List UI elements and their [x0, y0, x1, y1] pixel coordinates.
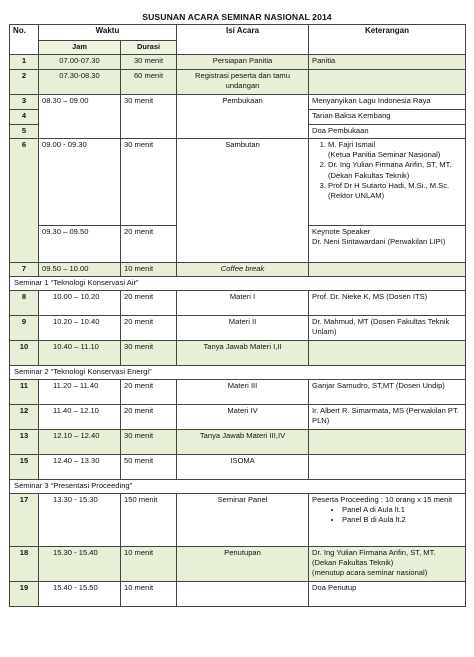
table-row	[10, 291, 466, 316]
row-ket	[309, 226, 466, 263]
table-row	[10, 341, 466, 366]
row-durasi: 10 menit	[121, 263, 177, 277]
row-ket	[309, 139, 466, 226]
row-isi: Tanya Jawab Materi III,IV	[177, 430, 309, 455]
table-row	[10, 380, 466, 405]
row-durasi: 30 menit	[121, 139, 177, 226]
row-durasi: 50 menit	[121, 455, 177, 480]
row-jam: 11.20 – 11.40	[39, 380, 121, 405]
row-isi: Sambutan	[177, 139, 309, 263]
speaker-role: (Dekan Fakultas Teknik)	[328, 170, 410, 180]
row-ket	[309, 455, 466, 480]
row-no: 10	[10, 341, 39, 366]
row-jam: 09.00 - 09.30	[39, 139, 121, 226]
table-row	[10, 547, 466, 582]
row-no: 13	[10, 430, 39, 455]
row-durasi: 30 menit	[121, 55, 177, 70]
row-isi	[177, 582, 309, 607]
row-isi: Registrasi peserta dan tamu undangan	[177, 70, 309, 95]
row-isi: Seminar Panel	[177, 494, 309, 547]
row-durasi: 60 menit	[121, 70, 177, 95]
list-item: • Panel A di Aula lt.1	[342, 505, 462, 515]
speaker-name: Prof Dr H Sutarto Hadi, M.Si., M.Sc. (Rektor UNLAM)	[328, 180, 450, 201]
page-title: SUSUNAN ACARA SEMINAR NASIONAL 2014	[142, 12, 332, 22]
header-jam: Jam	[39, 41, 121, 55]
row-isi: Penutupan	[177, 547, 309, 582]
section-row	[10, 480, 466, 494]
header-ket: Keterangan	[309, 25, 466, 55]
row-no: 12	[10, 405, 39, 430]
row-ket: Panitia	[309, 55, 466, 70]
closing-speaker: Dr. Ing Yulian Firmana Arifin, ST, MT. (Dekan Fakultas Teknik)	[312, 548, 436, 568]
row-ket: Ir. Albert R. Simarmata, MS (Perwakilan PT. PLN)	[309, 405, 466, 430]
row-durasi: 20 menit	[121, 405, 177, 430]
row-no: 7	[10, 263, 39, 277]
row-isi: Materi II	[177, 316, 309, 341]
row-isi: Tanya Jawab Materi I,II	[177, 341, 309, 366]
list-item: • Panel B di Aula lt.2	[342, 515, 462, 525]
row-durasi: 30 menit	[121, 341, 177, 366]
section-row	[10, 366, 466, 380]
row-no: 2	[10, 70, 39, 95]
table-row	[10, 405, 466, 430]
row-jam: 10.00 – 10.20	[39, 291, 121, 316]
table-row	[10, 70, 466, 95]
row-isi: Pembukaan	[177, 95, 309, 139]
table-row	[10, 316, 466, 341]
row-no: 11	[10, 380, 39, 405]
row-jam: 09.30 – 09.50	[39, 226, 121, 263]
row-ket	[309, 263, 466, 277]
row-no: 17	[10, 494, 39, 547]
row-isi: Persiapan Panitia	[177, 55, 309, 70]
row-isi: Coffee break	[177, 263, 309, 277]
row-jam: 08.30 – 09.00	[39, 95, 121, 139]
row-isi: Materi I	[177, 291, 309, 316]
row-ket	[309, 547, 466, 582]
row-jam: 07.30-08.30	[39, 70, 121, 95]
row-ket: Ganjar Samudro, ST,MT (Dosen Undip)	[309, 380, 466, 405]
row-ket	[309, 341, 466, 366]
row-ket: Prof. Dr. Nieke K, MS (Dosen ITS)	[309, 291, 466, 316]
row-durasi: 30 menit	[121, 95, 177, 139]
row-no: 6	[10, 139, 39, 263]
row-ket: Menyanyikan Lagu Indonesia Raya	[309, 95, 466, 110]
header-no: No.	[10, 25, 39, 55]
row-ket	[309, 430, 466, 455]
header-row	[10, 25, 466, 41]
row-jam: 13.30 - 15.30	[39, 494, 121, 547]
panel-description: Peserta Proceeding : 10 orang x 15 menit	[312, 495, 453, 504]
section-title: Seminar 1 “Teknologi Konservasi Air”	[10, 277, 466, 291]
row-jam: 12.40 – 13.30	[39, 455, 121, 480]
row-jam: 10.40 – 11.10	[39, 341, 121, 366]
row-jam: 15.30 - 15.40	[39, 547, 121, 582]
row-jam: 11.40 – 12.10	[39, 405, 121, 430]
section-title: Seminar 2 “Teknologi Konservasi Energi”	[10, 366, 466, 380]
row-no: 18	[10, 547, 39, 582]
row-no: 4	[10, 110, 39, 125]
row-durasi: 20 menit	[121, 316, 177, 341]
table-row	[10, 95, 466, 110]
panel-list	[312, 505, 462, 525]
list-item	[328, 160, 462, 180]
row-no: 9	[10, 316, 39, 341]
row-durasi: 20 menit	[121, 291, 177, 316]
row-jam: 12.10 – 12.40	[39, 430, 121, 455]
row-no: 3	[10, 95, 39, 110]
row-ket	[309, 494, 466, 547]
table-row	[10, 139, 466, 226]
section-row	[10, 277, 466, 291]
row-no: 15	[10, 455, 39, 480]
row-ket: Doa Pembukaan	[309, 125, 466, 139]
row-no: 19	[10, 582, 39, 607]
row-durasi: 10 menit	[121, 582, 177, 607]
row-durasi: 10 menit	[121, 547, 177, 582]
speaker-list	[312, 140, 462, 201]
table-row	[10, 494, 466, 547]
table-row	[10, 582, 466, 607]
list-item	[328, 181, 462, 201]
table-row	[10, 430, 466, 455]
row-isi: Materi IV	[177, 405, 309, 430]
table-row	[10, 263, 466, 277]
row-ket: Tarian Baksa Kembang	[309, 110, 466, 125]
row-jam: 15.40 - 15.50	[39, 582, 121, 607]
row-no: 5	[10, 125, 39, 139]
header-isi: Isi Acara	[177, 25, 309, 55]
row-jam: 09.50 – 10.00	[39, 263, 121, 277]
speaker-name: M. Fajri Ismail	[328, 140, 376, 149]
row-jam: 10.20 – 10.40	[39, 316, 121, 341]
closing-note: (menutup acara seminar nasional)	[312, 568, 428, 578]
speaker-name: Dr. Ing Yulian Firmana Arifin, ST, MT.	[328, 160, 452, 170]
row-durasi: 30 menit	[121, 430, 177, 455]
speaker-role: (Ketua Panitia Seminar Nasional)	[328, 150, 441, 160]
row-no: 1	[10, 55, 39, 70]
list-item	[328, 140, 462, 160]
row-durasi: 20 menit	[121, 226, 177, 263]
row-durasi: 20 menit	[121, 380, 177, 405]
header-waktu: Waktu	[39, 25, 177, 41]
row-ket	[309, 70, 466, 95]
row-ket: Doa Penutup	[309, 582, 466, 607]
row-no: 8	[10, 291, 39, 316]
row-isi: ISOMA	[177, 455, 309, 480]
row-ket: Dr. Mahmud, MT (Dosen Fakultas Teknik Unlam)	[309, 316, 466, 341]
header-durasi: Durasi	[121, 41, 177, 55]
row-durasi: 150 menit	[121, 494, 177, 547]
keynote-label: Keynote Speaker	[312, 227, 371, 236]
section-title: Seminar 3 “Presentasi Proceeding”	[10, 480, 466, 494]
table-row	[10, 455, 466, 480]
table-row	[10, 55, 466, 70]
schedule-table	[9, 24, 466, 607]
row-jam: 07.00-07.30	[39, 55, 121, 70]
row-isi: Materi III	[177, 380, 309, 405]
keynote-speaker: Dr. Neni Sintawardani (Perwakilan LIPI)	[312, 237, 446, 247]
